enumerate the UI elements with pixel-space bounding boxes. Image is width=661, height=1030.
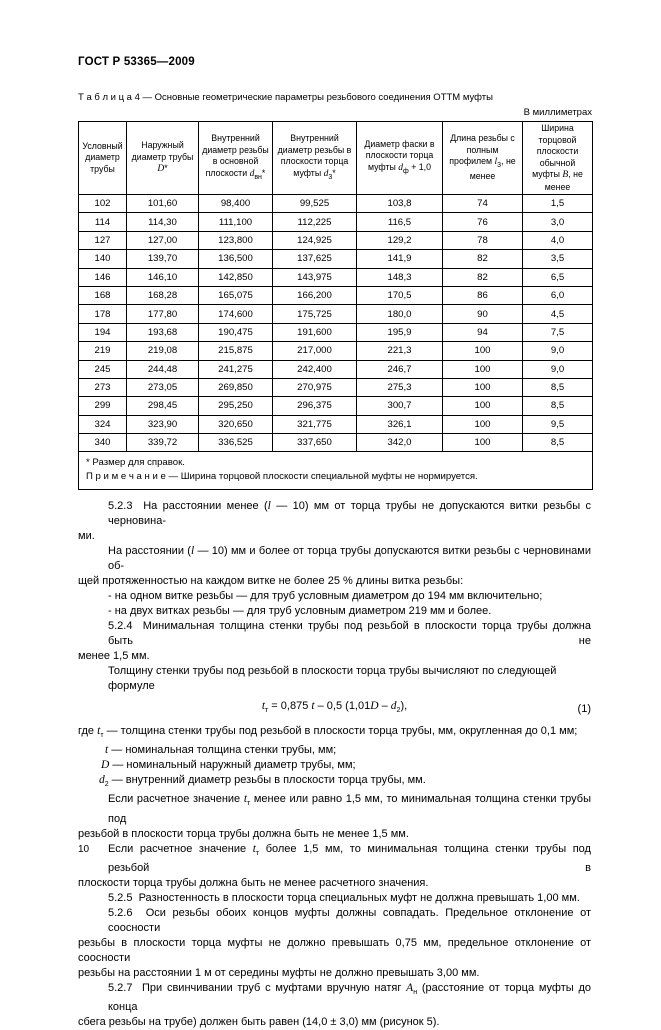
table-cell: 78 [443,231,523,249]
table-cell: 168,28 [127,286,199,304]
table-row [79,305,593,323]
table-row [79,323,593,341]
table-cell: 4,5 [523,305,593,323]
paragraph-line: $d_2$ — внутренний диаметр резьбы в плоскости торца трубы, мм. [99,774,426,789]
table-cell: 116,5 [357,213,443,231]
table-cell: 177,80 [127,305,199,323]
table-cell: 94 [443,323,523,341]
table-cell: 174,600 [199,305,273,323]
table-cell: 9,0 [523,342,593,360]
paragraph-line: где $t_т$ — толщина стенки трубы под резьбой в плоскости торца трубы, мм, округленная до 0,1 мм; [78,725,578,740]
table-cell: 178 [79,305,127,323]
table-cell: 191,600 [273,323,357,341]
formula-row [78,698,591,720]
table-cell: 296,375 [273,397,357,415]
table-cell: 219,08 [127,342,199,360]
table-cell: 82 [443,268,523,286]
paragraph-line: резьбой в плоскости торца трубы должна быть не менее 1,5 мм. [78,827,409,840]
table-row [79,231,593,249]
formula: $t_т = 0,875$ t – 0,5 $(1,01D - d_2)$, [261,700,408,715]
paragraph-line: плоскости торца трубы должна быть не менее расчетного значения. [78,876,429,889]
table-cell: 143,975 [273,268,357,286]
table-cell: 8,5 [523,434,593,452]
table-cell: 112,225 [273,213,357,231]
document-title: ГОСТ Р 53365—2009 [78,56,195,68]
table-row [79,397,593,415]
body-text [78,499,591,1030]
table-cell: 342,0 [357,434,443,452]
paragraph-line: D — номинальный наружный диаметр трубы, мм; [101,759,356,772]
page-number: 10 [78,844,90,855]
table-cell: 337,650 [273,434,357,452]
paragraph-line: сбега резьбы на трубе) должен быть равен (14,0 ± 3,0) мм (рисунок 5). [78,1015,440,1028]
table-cell: 340 [79,434,127,452]
table-cell: 165,075 [199,286,273,304]
formula-number: (1) [577,702,591,715]
table-row [79,268,593,286]
table-cell: 114 [79,213,127,231]
table-cell: 6,5 [523,268,593,286]
table-cell: 219 [79,342,127,360]
table-cell: 148,3 [357,268,443,286]
table-note: П р и м е ч а н и е — Ширина торцовой плоскости специальной муфты не нормируется. [86,471,478,483]
table-cell: 3,0 [523,213,593,231]
table-cell: 123,800 [199,231,273,249]
column-header-3: Внутренний диаметр резьбы в основной плоскости $d_{вн}*$ [199,122,273,195]
table-cell: 326,1 [357,415,443,433]
table-cell: 127,00 [127,231,199,249]
table-cell: 127 [79,231,127,249]
table-cell: 299 [79,397,127,415]
parameters-table [78,121,593,490]
paragraph-line: Если расчетное значение $t_т$ более 1,5 мм, то минимальная толщина стенки трубы под резьбой в [108,842,591,874]
table-cell: 193,68 [127,323,199,341]
table-cell: 295,250 [199,397,273,415]
paragraph-line: 5.2.6 Оси резьбы обоих концов муфты должны совпадать. Предельное отклонение от соосности [108,906,591,934]
table-cell: 321,775 [273,415,357,433]
table-cell: 140 [79,250,127,268]
paragraph-line: Толщину стенки трубы под резьбой в плоскости торца трубы вычисляют по следующей формуле [108,665,557,692]
table-cell: 111,100 [199,213,273,231]
column-header-5: Диаметр фаски в плоскости торца муфты $d_ф + 1,0$ [357,122,443,195]
table-cell: 269,850 [199,378,273,396]
table-cell: 4,0 [523,231,593,249]
table-footnote: * Размер для справок. [86,457,185,469]
table-row [79,378,593,396]
table-cell: 217,000 [273,342,357,360]
table-cell: 246,7 [357,360,443,378]
table-cell: 175,725 [273,305,357,323]
table-cell: 339,72 [127,434,199,452]
table-cell: 100 [443,342,523,360]
column-header-1: Условный диаметр трубы [79,122,127,195]
table-cell: 7,5 [523,323,593,341]
table-cell: 320,650 [199,415,273,433]
column-header-4: Внутренний диаметр резьбы в плоскости торца муфты $d_3*$ [273,122,357,195]
table-cell: 136,500 [199,250,273,268]
table-cell: 146,10 [127,268,199,286]
table-cell: 100 [443,378,523,396]
table-caption: Т а б л и ц а 4 — Основные геометрические параметры резьбового соединения ОТТМ муфты [78,92,493,103]
paragraph-line: На расстоянии (l — 10) мм и более от торца трубы допускаются витки резьбы с черновинами об- [108,545,591,572]
table-cell: 166,200 [273,286,357,304]
paragraph-line: резьбы в плоскости торца муфты не должно превышать 0,75 мм, предельное отклонение от соосности [78,936,591,964]
paragraph-line: - на двух витках резьбы — для труб условным диаметром 219 мм и более. [108,605,492,617]
paragraph-line: щей протяженностью на каждом витке не более 25 % длины витка резьбы: [78,575,464,587]
units-note: В миллиметрах [523,107,592,118]
table-cell: 6,0 [523,286,593,304]
table-cell: 270,975 [273,378,357,396]
table-cell: 336,525 [199,434,273,452]
table-cell: 8,5 [523,397,593,415]
table-cell: 101,60 [127,195,199,213]
table-cell: 82 [443,250,523,268]
column-header-2: Наружный диаметр трубы D* [127,122,199,195]
table-cell: 76 [443,213,523,231]
table-row [79,434,593,452]
table-cell: 8,5 [523,378,593,396]
table-cell: 103,8 [357,195,443,213]
table-cell: 215,875 [199,342,273,360]
table-cell: 244,48 [127,360,199,378]
table-cell: 124,925 [273,231,357,249]
table-cell: 298,45 [127,397,199,415]
paragraph-line: 5.2.3 На расстоянии менее (l — 10) мм от торца трубы не допускаются витки резьбы с черновина- [108,500,591,527]
table-cell: 86 [443,286,523,304]
column-header-6: Длина резьбы с полным профилем $l_3$, не менее [443,122,523,195]
table-cell: 146 [79,268,127,286]
table-cell: 142,850 [199,268,273,286]
table-cell: 100 [443,434,523,452]
table-cell: 74 [443,195,523,213]
table-row [79,360,593,378]
paragraph-line: менее 1,5 мм. [78,650,150,662]
table-row [79,415,593,433]
table-row [79,213,593,231]
table-cell: 195,9 [357,323,443,341]
table-cell: 180,0 [357,305,443,323]
table-cell: 168 [79,286,127,304]
paragraph-line: 5.2.4 Минимальная толщина стенки трубы под резьбой в плоскости торца трубы должна быть не [108,620,591,647]
table-cell: 100 [443,397,523,415]
table-cell: 242,400 [273,360,357,378]
table-cell: 9,5 [523,415,593,433]
column-header-7: Ширина торцовой плоскости обычной муфты B, не менее [523,122,593,195]
table-cell: 114,30 [127,213,199,231]
table-cell: 141,9 [357,250,443,268]
table-cell: 99,525 [273,195,357,213]
table-cell: 221,3 [357,342,443,360]
table-cell: 300,7 [357,397,443,415]
table-header-row [79,122,593,195]
table-cell: 275,3 [357,378,443,396]
table-cell: 9,0 [523,360,593,378]
table-cell: 102 [79,195,127,213]
table-cell: 90 [443,305,523,323]
table-footnote-row [79,452,593,490]
table-cell: 170,5 [357,286,443,304]
table-row [79,286,593,304]
table-row [79,250,593,268]
table-cell: 139,70 [127,250,199,268]
paragraph-line: 5.2.5 Разностенность в плоскости торца специальных муфт не должна превышать 1,00 мм. [108,891,580,904]
table-cell: 194 [79,323,127,341]
table-cell: 273 [79,378,127,396]
table-cell: 241,275 [199,360,273,378]
table-cell: 1,5 [523,195,593,213]
paragraph-line: резьбы на расстоянии 1 м от середины муфты не должно превышать 3,00 мм. [78,966,480,979]
paragraph-line: - на одном витке резьбы — для труб условным диаметром до 194 мм включительно; [108,590,543,602]
paragraph-line: Если расчетное значение $t_т$ менее или равно 1,5 мм, то минимальная толщина стенки трубы под [108,793,591,825]
table-cell: 273,05 [127,378,199,396]
table-cell: 129,2 [357,231,443,249]
table-row [79,195,593,213]
table-cell: 245 [79,360,127,378]
table-cell: 137,625 [273,250,357,268]
table-row [79,342,593,360]
table-cell: 100 [443,360,523,378]
table-cell: 3,5 [523,250,593,268]
table-cell: 100 [443,415,523,433]
paragraph-line: 5.2.7 При свинчивании труб с муфтами вручную натяг $A_н$ (расстояние от торца муфты до конца [108,981,591,1013]
paragraph-line: ми. [78,530,95,542]
table-cell: 324 [79,415,127,433]
table-cell: 323,90 [127,415,199,433]
table-footnote-cell [79,452,593,490]
table-body [79,195,593,452]
paragraph-line: t — номинальная толщина стенки трубы, мм; [105,744,337,757]
table-cell: 190,475 [199,323,273,341]
table-cell: 98,400 [199,195,273,213]
